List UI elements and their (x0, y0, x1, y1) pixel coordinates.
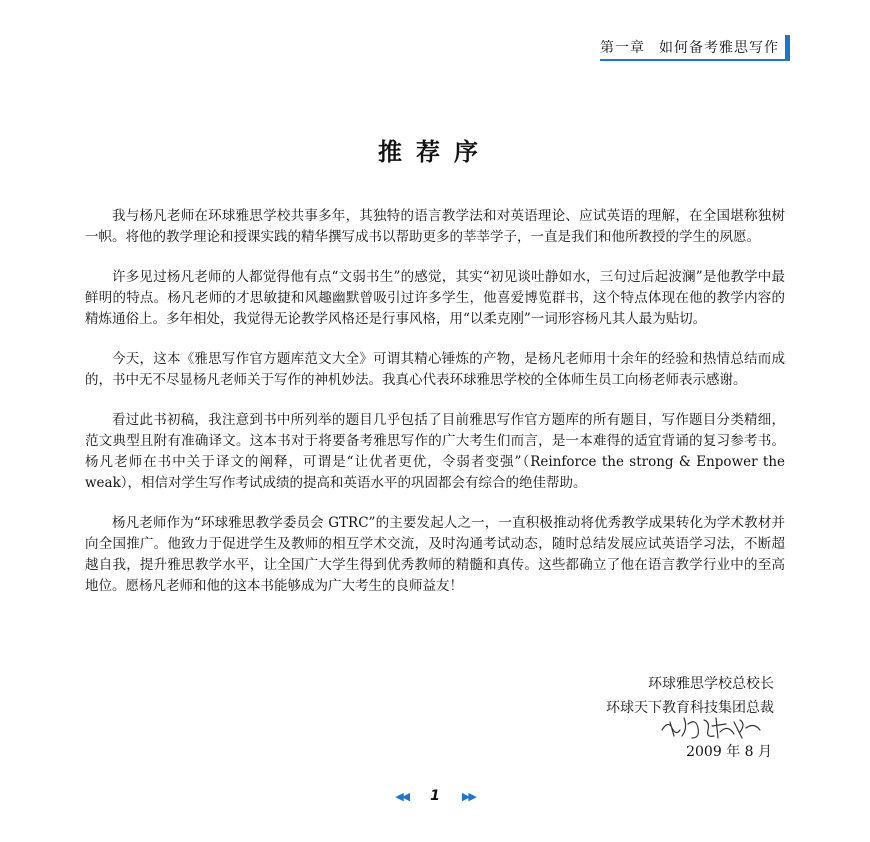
chapter-label: 第一章 (600, 40, 645, 56)
paragraph-2: 许多见过杨凡老师的人都觉得他有点“文弱书生”的感觉，其实“初见谈吐静如水，三句过后起波澜”是他教学中最鲜明的特点。杨凡老师的才思敏捷和风趣幽默曾吸引过许多学生，他喜爱博览群书，这个特点体现在他的教学内容的精炼通俗上。多年相处，我觉得无论教学风格还是行事风格，用“以柔克刚”一词形容杨凡其人最为贴切。 (85, 269, 785, 327)
next-page-icon[interactable]: ▶▶ (461, 789, 475, 803)
page-title: 推荐序 (378, 138, 492, 166)
prev-page-icon[interactable]: ◀◀ (395, 789, 409, 803)
page-number: 1 (430, 788, 440, 804)
header-accent-bar (785, 35, 790, 59)
running-header (600, 36, 790, 58)
header-underline (600, 59, 790, 61)
handwritten-signature (656, 710, 766, 742)
preface-date: 2009 年 8 月 (686, 744, 772, 760)
signer-title-1: 环球雅思学校总校长 (648, 676, 774, 692)
paragraph-5: 杨凡老师作为“环球雅思教学委员会 GTRC”的主要发起人之一，一直积极推动将优秀教学成果转化为学术教材并向全国推广。他致力于促进学生及教师的相互学术交流，及时沟通考试动态，随时总结发展应试英语学习法，不断超越自我，提升雅思教学水平，让全国广大学生得到优秀教师的精髓和真传。这些都确立了他在语言教学行业中的至高地位。愿杨凡老师和他的这本书能够成为广大考生的良师益友！ (85, 515, 785, 594)
preface-body (85, 206, 785, 616)
paragraph-1: 我与杨凡老师在环球雅思学校共事多年，其独特的语言教学法和对英语理论、应试英语的理解，在全国堪称独树一帜。将他的教学理论和授课实践的精华撰写成书以帮助更多的莘莘学子，一直是我们和他所教授的学生的夙愿。 (85, 208, 785, 245)
paragraph-4: 看过此书初稿，我注意到书中所列举的题目几乎包括了目前雅思写作官方题库的所有题目，写作题目分类精细，范文典型且附有准确译文。这本书对于将要备考雅思写作的广大考生们而言，是一本难得的适宜背诵的复习参考书。杨凡老师在书中关于译文的阐释，可谓是“让优者更优，令弱者变强”（Reinforce the strong & Enpower the weak），相信对学生写作考试成绩的提高和英语水平的巩固都会有综合的绝佳帮助。 (85, 412, 785, 491)
page-navigator (0, 788, 870, 804)
signer-title-2: 环球天下教育科技集团总裁 (606, 700, 774, 716)
chapter-title: 如何备考雅思写作 (659, 40, 779, 56)
paragraph-3: 今天，这本《雅思写作官方题库范文大全》可谓其精心锤炼的产物，是杨凡老师用十余年的经验和热情总结而成的，书中无不尽显杨凡老师关于写作的神机妙法。我真心代表环球雅思学校的全体师生员工向杨老师表示感谢。 (85, 351, 785, 388)
